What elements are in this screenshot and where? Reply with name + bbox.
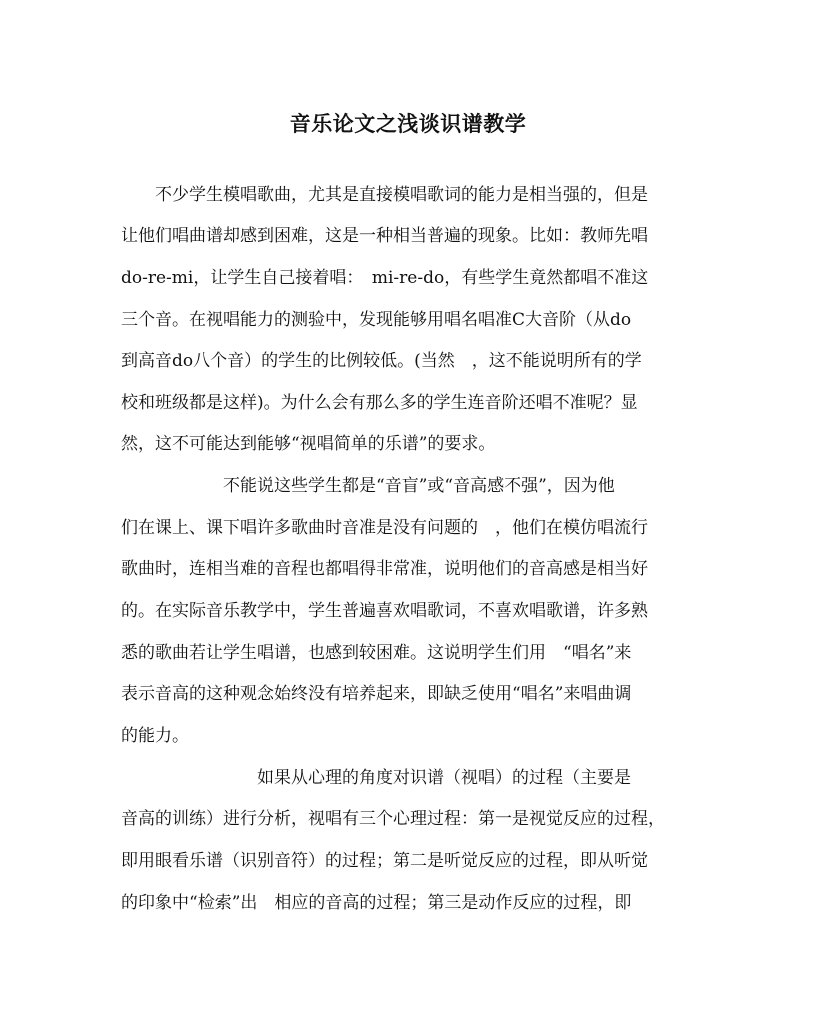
paragraph-3-line-1: 如果从心理的角度对识谱（视唱）的过程（主要是 [121, 768, 631, 788]
paragraph-1-line-1: 不少学生模唱歌曲，尤其是直接模唱歌词的能力是相当强的，但是 [121, 185, 648, 205]
document-title: 音乐论文之浅谈识谱教学 [289, 111, 527, 136]
paragraph-1-line-6: 校和班级都是这样)。为什么会有那么多的学生连音阶还唱不准呢？显 [121, 393, 638, 413]
paragraph-1-line-2: 让他们唱曲谱却感到困难，这是一种相当普遍的现象。比如：教师先唱 [121, 226, 648, 246]
paragraph-1-line-5: 到高音do八个音）的学生的比例较低。(当然 ，这不能说明所有的学 [121, 351, 642, 371]
paragraph-2-line-5: 悉的歌曲若让学生唱谱，也感到较困难。这说明学生们用 “唱名”来 [121, 643, 632, 663]
paragraph-2-line-1: 不能说这些学生都是“音盲”或“音高感不强”，因为他 [121, 476, 615, 496]
paragraph-1-line-7: 然，这不可能达到能够“视唱简单的乐谱”的要求。 [121, 434, 496, 454]
paragraph-1-line-3: do-re-mi，让学生自己接着唱： mi-re-do，有些学生竟然都唱不准这 [121, 268, 649, 288]
paragraph-2-line-2: 们在课上、课下唱许多歌曲时音准是没有问题的 ，他们在模仿唱流行 [121, 518, 648, 538]
paragraph-2-line-3: 歌曲时，连相当难的音程也都唱得非常准，说明他们的音高感是相当好 [121, 559, 648, 579]
paragraph-2-line-6: 表示音高的这种观念始终没有培养起来，即缺乏使用“唱名”来唱曲调 [121, 684, 632, 704]
paragraph-3-line-2: 音高的训练）进行分析，视唱有三个心理过程：第一是视觉反应的过程， [121, 809, 665, 829]
paragraph-2-line-4: 的。在实际音乐教学中，学生普遍喜欢唱歌词，不喜欢唱歌谱，许多熟 [121, 601, 648, 621]
paragraph-3-line-3: 即用眼看乐谱（识别音符）的过程；第二是听觉反应的过程，即从听觉 [121, 851, 648, 871]
paragraph-1-line-4: 三个音。在视唱能力的测验中，发现能够用唱名唱准C大音阶（从do [121, 310, 632, 330]
paragraph-3-line-4: 的印象中“检索”出 相应的音高的过程；第三是动作反应的过程，即 [121, 893, 632, 913]
paragraph-2-line-7: 的能力。 [121, 726, 189, 746]
